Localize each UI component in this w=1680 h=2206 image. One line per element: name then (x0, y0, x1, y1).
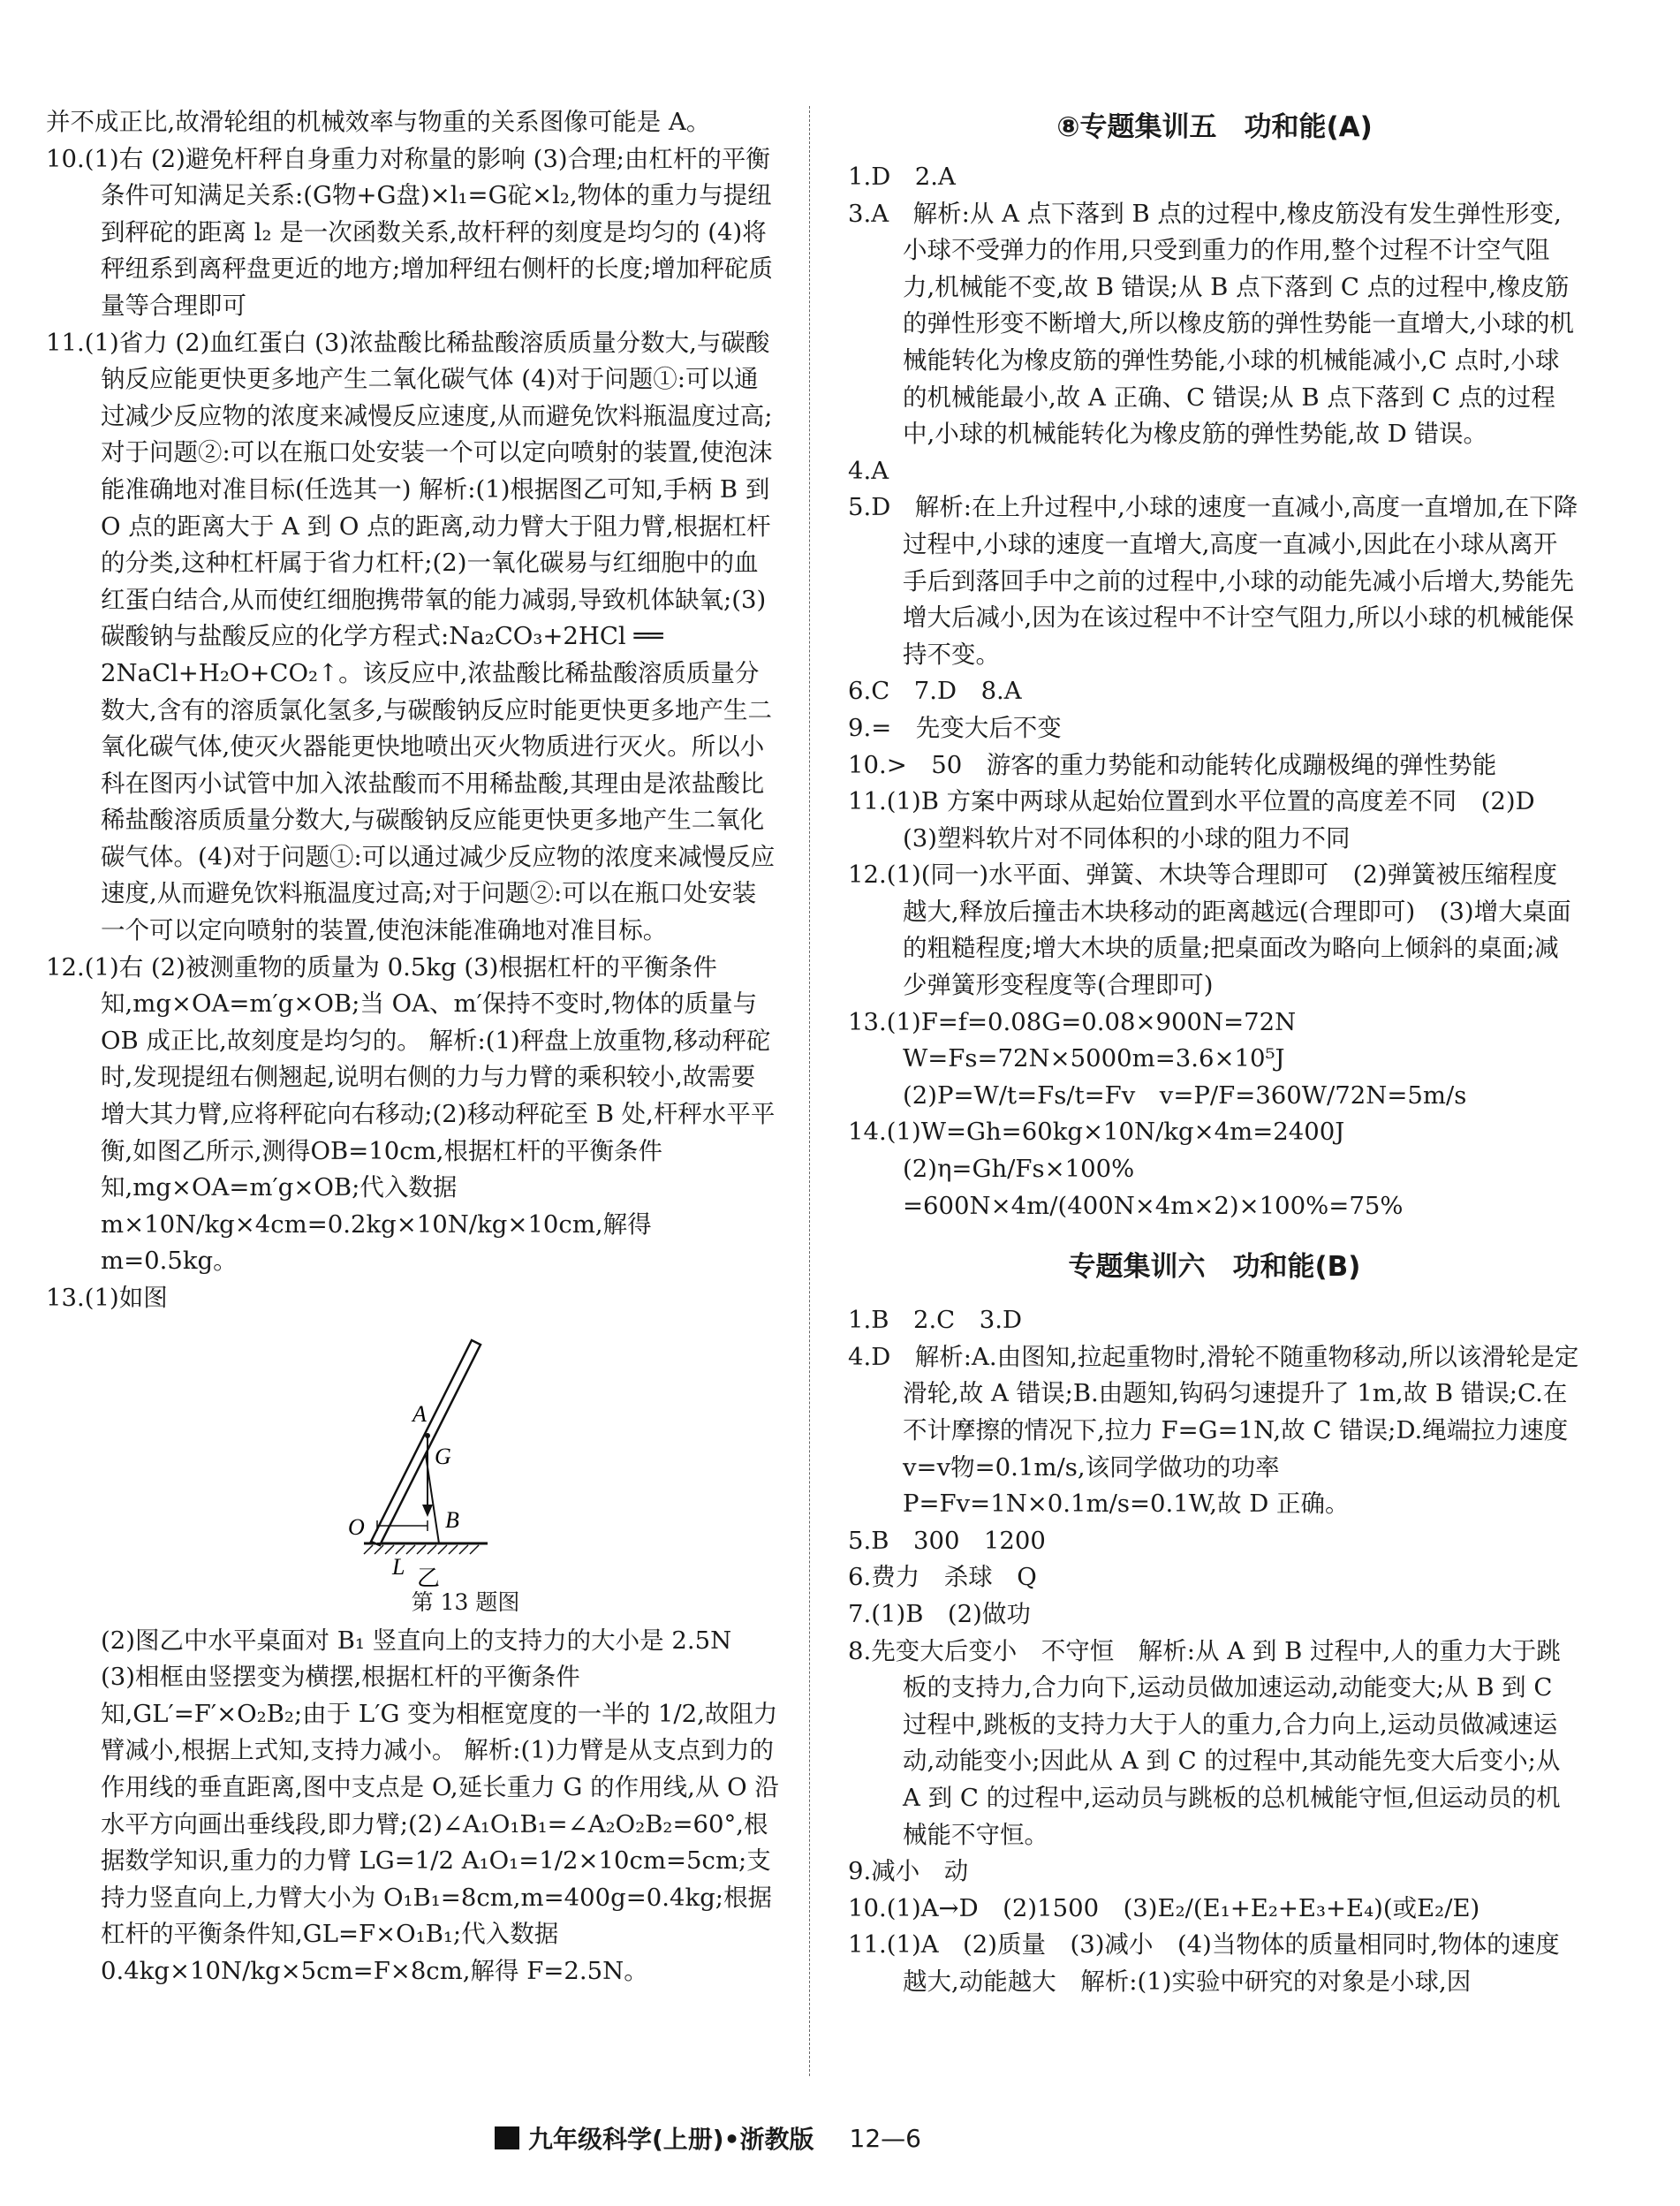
label-O1: O (348, 1513, 365, 1540)
answer-a-11: 11.(1)B 方案中两球从起始位置到水平位置的高度差不同 (2)D (3)塑料软片对不同体积的小球的阻力不同 (848, 787, 1560, 853)
page-number: 12—6 (849, 2123, 921, 2153)
label-G: G (435, 1443, 451, 1469)
answer-b-7: 7.(1)B (2)做功 (848, 1599, 1031, 1628)
gravity-arrowhead (422, 1505, 433, 1517)
answer-a-4: 4.A (848, 456, 889, 485)
answer-b-5: 5.B 300 1200 (848, 1526, 1046, 1555)
section-heading-b: 专题集训六 功和能(B) (1068, 1251, 1361, 1284)
answer-b-8: 8.先变大后变小 不守恒 解析:从 A 到 B 过程中,人的重力大于跳板的支持力,合力向下,运动员做加速运动,动能变大;从 B 到 C 过程中,跳板的支持力大于人的重力,合力向上,运动员做减速运动,动能变小;因此从 A 到 C 的过程中,其动能先变大后变小;从 A 到 C 的过程中,运动员与跳板的总机械能守恒,但运动员的机械能不守恒。 (848, 1636, 1561, 1849)
footer-title: 九年级科学(上册)•浙教版 (528, 2125, 814, 2154)
answer-a-14: 14.(1)W=Gh=60kg×10N/kg×4m=2400J (2)η=Gh/Fs×100% (848, 1118, 1369, 1184)
answer-b-1: 1.B 2.C 3.D (848, 1306, 1023, 1335)
answer-a-10: 10.> 50 游客的重力势能和动能转化成蹦极绳的弹性势能 (848, 750, 1497, 779)
figure-caption: 第 13 题图 (411, 1588, 520, 1615)
column-divider (809, 106, 810, 2076)
section-heading-a: ⑧专题集训五 功和能(A) (1056, 111, 1373, 143)
answer-11: 11.(1)省力 (2)血红蛋白 (3)浓盐酸比稀盐酸溶质质量分数大,与碳酸钠反应能更快更多地产生二氧化碳气体 (4)对于问题①:可以通过减少反应物的浓度来减慢反应速度,从而避免饮料瓶温度过高;对于问题②:可以在瓶口处安装一个可以定向喷射的装置,使泡沫能准确地对准目标(任选其一) 解析:(1)根据图乙可知,手柄 B 到 O 点的距离大于 A 到 O 点的距离,动力臂大于阻力臂,根据杠杆的分类,这种杠杆属于省力杠杆;(2)一氧化碳易与红细胞中的血红蛋白结合,从而使红细胞携带氧的能力减弱,导致机体缺氧;(3)碳酸钠与盐酸反应的化学方程式:Na₂CO₃+2HCl ══ 2NaCl+H₂O+CO₂↑。该反应中,浓盐酸比稀盐酸溶质质量分数大,含有的溶质氯化氢多,与碳酸钠反应时能更快更多地产生二氧化碳气体,使灭火器能更快地喷出灭火物质进行灭火。所以小科在图丙小试管中加入浓盐酸而不用稀盐酸,其理由是浓盐酸比稀盐酸溶质质量分数大,与碳酸钠反应能更快更多地产生二氧化碳气体。(4)对于问题①:可以通过减少反应物的浓度来减慢反应速度,从而避免饮料瓶温度过高;对于问题②:可以在瓶口处安装一个可以定向喷射的装置,使泡沫能准确地对准目标。 (46, 328, 776, 945)
answer-a-14-result: =600N×4m/(400N×4m×2)×100%=75% (903, 1191, 1404, 1220)
answer-b-9: 9.减小 动 (848, 1857, 969, 1886)
ground-hatch (364, 1545, 479, 1554)
label-A1: A (412, 1400, 427, 1427)
book-icon (495, 2126, 519, 2149)
lever-diagram (46, 1323, 779, 1588)
label-B1: B (445, 1506, 459, 1533)
label-yi: 乙 (417, 1565, 441, 1588)
answer-12: 12.(1)右 (2)被测重物的质量为 0.5kg (3)根据杠杆的平衡条件知,mg×OA=m′g×OB;当 OA、m′保持不变时,物体的质量与 OB 成正比,故刻度是均匀的。 解析:(1)秤盘上放重物,移动秤砣时,发现提纽右侧翘起,说明右侧的力与力臂的乘积较小,故需要增大其力臂,应将秤砣向右移动;(2)移动秤砣至 B 处,杆秤水平平衡,如图乙所示,测得OB=10cm,根据杠杆的平衡条件知,mg×OA=m′g×OB;代入数据 m×10N/kg×4cm=0.2kg×10N/kg×10cm,解得 m=0.5kg。 (46, 952, 776, 1276)
answer-b-11: 11.(1)A (2)质量 (3)减小 (4)当物体的质量相同时,物体的速度越大,动能越大 解析:(1)实验中研究的对象是小球,因 (848, 1930, 1560, 1996)
left-column (46, 104, 779, 1990)
answer-13-part2: (2)图乙中水平桌面对 B₁ 竖直向上的支持力的大小是 2.5N (101, 1626, 732, 1655)
answer-13-part3: (3)相框由竖摆变为横摆,根据杠杆的平衡条件知,GL′=F′×O₂B₂;由于 L′G 变为相框宽度的一半的 1/2,故阻力臂减小,根据上式知,支持力减小。 解析:(1)力臂是从支点到力的作用线的垂直距离,图中支点是 O,延长重力 G 的作用线,从 O 沿水平方向画出垂线段,即力臂;(2)∠A₁O₁B₁=∠A₂O₂B₂=60°,根据数学知识,重力的力臂 LG=1/2 A₁O₁=1/2×10cm=5cm;支持力竖直向上,力臂大小为 O₁B₁=8cm,m=400g=0.4kg;根据杠杆的平衡条件知,GL=F×O₁B₁;代入数据 0.4kg×10N/kg×5cm=F×8cm,解得 F=2.5N。 (101, 1663, 779, 1985)
center-of-gravity (425, 1433, 430, 1438)
answer-b-10: 10.(1)A→D (2)1500 (3)E₂/(E₁+E₂+E₃+E₄)(或E₂/E) (848, 1893, 1480, 1922)
frame-body (371, 1340, 481, 1545)
answer-a-1: 1.D 2.A (848, 163, 956, 191)
left-line-0: 并不成正比,故滑轮组的机械效率与物重的关系图像可能是 A。 (46, 108, 711, 136)
answer-a-6: 6.C 7.D 8.A (848, 677, 1022, 706)
answer-13: 13.(1)如图 (46, 1284, 168, 1312)
right-column (848, 104, 1581, 2001)
answer-a-3: 3.A 解析:从 A 点下落到 B 点的过程中,橡皮筋没有发生弹性形变,小球不受弹力的作用,只受到重力的作用,整个过程不计空气阻力,机械能不变,故 B 错误;从 B 点下落到 C 点的过程中,橡皮筋的弹性形变不断增大,所以橡皮筋的弹性势能一直增大,小球的机械能转化为橡皮筋的弹性势能,小球的机械能减小,C 点时,小球的机械能最小,故 A 正确、C 错误;从 B 点下落到 C 点的过程中,小球的机械能转化为橡皮筋的弹性势能,故 D 错误。 (848, 199, 1574, 449)
label-L: L (392, 1553, 405, 1580)
answer-a-13-part2: (2)P=W/t=Fs/t=Fv v=P/F=360W/72N=5m/s (903, 1080, 1467, 1110)
page-footer (495, 2120, 921, 2156)
figure-13 (46, 1323, 779, 1588)
answer-b-4: 4.D 解析:A.由图知,拉起重物时,滑轮不随重物移动,所以该滑轮是定滑轮,故 A 错误;B.由题知,钩码匀速提升了 1m,故 B 错误;C.在不计摩擦的情况下,拉力 F=G=1N,故 C 错误;D.绳端拉力速度 v=v物=0.1m/s,该同学做功的功率 P=Fv=1N×0.1m/s=0.1W,故 D 正确。 (848, 1342, 1579, 1519)
answer-a-9: 9.= 先变大后不变 (848, 713, 1062, 742)
answer-b-6: 6.费力 杀球 Q (848, 1563, 1037, 1592)
answer-a-12: 12.(1)(同一)水平面、弹簧、木块等合理即可 (2)弹簧被压缩程度越大,释放后撞击木块移动的距离越远(合理即可) (3)增大桌面的粗糙程度;增大木块的质量;把桌面改为略向上倾斜的桌面;减少弹簧形变程度等(合理即可) (848, 860, 1571, 1000)
answer-a-5: 5.D 解析:在上升过程中,小球的速度一直减小,高度一直增加,在下降过程中,小球的速度一直增大,高度一直减小,因此在小球从离开手后到落回手中之前的过程中,小球的动能先减小后增大,势能先增大后减小,因为在该过程中不计空气阻力,所以小球的机械能保持不变。 (848, 493, 1578, 669)
answer-10: 10.(1)右 (2)避免杆秤自身重力对称量的影响 (3)合理;由杠杆的平衡条件可知满足关系:(G物+G盘)×l₁=G砣×l₂,物体的重力与提纽到秤砣的距离 l₂ 是一次函数关系,故杆秤的刻度是均匀的 (4)将秤纽系到离秤盘更近的地方;增加秤纽右侧杆的长度;增加秤砣质量等合理即可 (46, 144, 774, 320)
answer-a-13: 13.(1)F=f=0.08G=0.08×900N=72N W=Fs=72N×5000m=3.6×10⁵J (848, 1007, 1321, 1073)
